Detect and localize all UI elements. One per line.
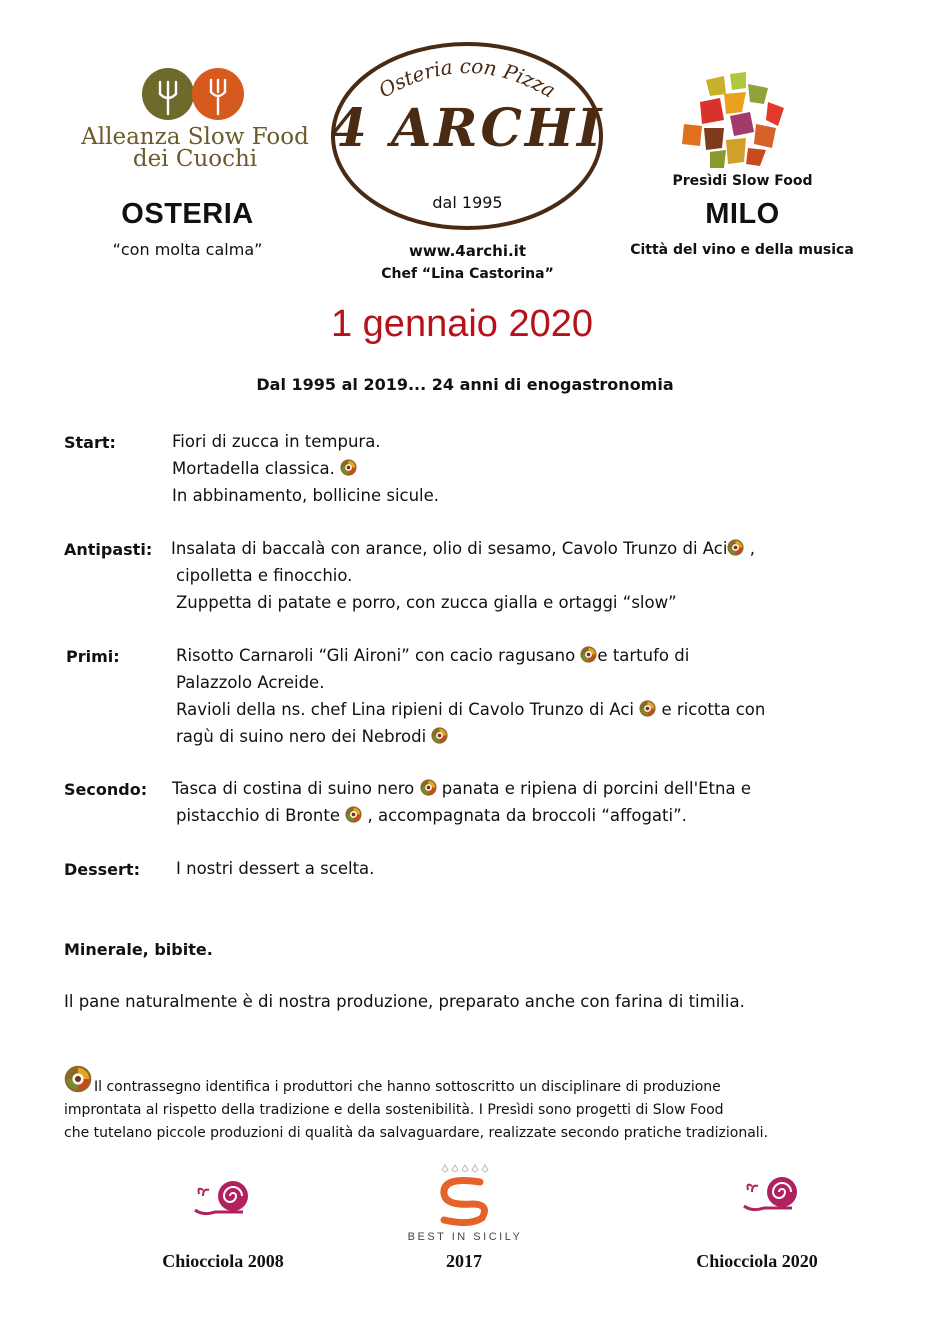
menu-line — [171, 539, 755, 558]
presidio-icon — [727, 539, 744, 556]
chef-name: Chef “Lina Castorina” — [381, 266, 554, 282]
menu-line-text: Risotto Carnaroli “Gli Aironi” con cacio ragusano — [176, 646, 576, 665]
menu-line — [176, 646, 689, 665]
presidio-icon — [420, 779, 437, 796]
osteria-subtitle: “con molta calma” — [112, 240, 263, 259]
award-chiocciola-2020: Chiocciola 2020 — [696, 1251, 818, 1271]
presidi-caption: Presìdi Slow Food — [672, 173, 813, 189]
presidio-icon — [580, 646, 597, 663]
menu-line-text: Tasca di costina di suino nero — [172, 779, 415, 798]
menu-line: Zuppetta di patate e porro, con zucca gialla e ortaggi “slow” — [176, 593, 677, 612]
snail-icon — [742, 1172, 800, 1212]
presidio-icon — [345, 806, 362, 823]
section-label-antipasti: Antipasti: — [64, 540, 153, 559]
menu-line — [176, 700, 765, 719]
footnote-line: Il contrassegno identifica i produttori che hanno sottoscritto un disciplinare di produzione — [94, 1079, 721, 1095]
menu-line: Fiori di zucca in tempura. — [172, 432, 381, 451]
svg-text:Osteria con Pizza — [374, 54, 559, 103]
osteria-title: OSTERIA — [121, 198, 254, 230]
menu-line: I nostri dessert a scelta. — [176, 859, 375, 878]
award-2017: 2017 — [446, 1251, 482, 1271]
presidi-mosaic-icon — [680, 72, 788, 170]
footnote-line: improntata al rispetto della tradizione e della sostenibilità. I Presìdi sono progetti di Slow Food — [64, 1102, 724, 1118]
menu-line-text: e tartufo di — [597, 646, 690, 665]
arc-title: Osteria con Pizza — [374, 53, 560, 103]
website-link[interactable]: www.4archi.it — [409, 242, 526, 260]
best-in-sicily-label: BEST IN SICILY — [407, 1231, 523, 1243]
section-label-dessert: Dessert: — [64, 860, 140, 879]
section-label-primi: Primi: — [66, 647, 120, 666]
drinks-note: Minerale, bibite. — [64, 940, 213, 959]
bread-note: Il pane naturalmente è di nostra produzione, preparato anche con farina di timilia. — [64, 992, 745, 1011]
menu-date: 1 gennaio 2020 — [330, 303, 594, 345]
alleanza-logo-line1: Alleanza Slow Food — [81, 124, 309, 150]
alleanza-logo-line2: dei Cuochi — [132, 146, 258, 172]
menu-line-text: panata e ripiena di porcini dell'Etna e — [441, 779, 751, 798]
menu-line — [172, 779, 751, 798]
menu-line-text: Ravioli della ns. chef Lina ripieni di Cavolo Trunzo di Aci — [176, 700, 634, 719]
menu-line-text: e ricotta con — [661, 700, 766, 719]
snail-icon — [193, 1176, 251, 1216]
menu-line-text: ragù di suino nero dei Nebrodi — [176, 727, 427, 746]
award-chiocciola-2008: Chiocciola 2008 — [162, 1251, 284, 1271]
tagline: Dal 1995 al 2019... 24 anni di enogastronomia — [256, 375, 674, 394]
presidio-icon — [340, 459, 357, 476]
menu-line: Palazzolo Acreide. — [176, 673, 325, 692]
4archi-name: 4 ARCHI — [330, 98, 605, 159]
menu-line — [172, 459, 357, 478]
alleanza-logo-icon — [140, 68, 246, 120]
section-label-secondo: Secondo: — [64, 780, 148, 799]
presidio-icon — [64, 1065, 92, 1093]
menu-line-text: Insalata di baccalà con arance, olio di sesamo, Cavolo Trunzo di Aci — [171, 539, 728, 558]
menu-line-text: pistacchio di Bronte — [176, 806, 340, 825]
menu-line: In abbinamento, bollicine sicule. — [172, 486, 440, 505]
section-label-start: Start: — [64, 433, 116, 452]
presidio-icon — [431, 727, 448, 744]
menu-line — [176, 727, 448, 746]
footnote-line: che tutelano piccole produzioni di qualità da salvaguardare, realizzate secondo pratiche tradizionali. — [64, 1125, 769, 1141]
menu-line — [176, 806, 687, 825]
menu-line-text: , accompagnata da broccoli “affogati”. — [367, 806, 687, 825]
milo-subtitle: Città del vino e della musica — [630, 242, 854, 258]
menu-line: cipolletta e finocchio. — [176, 566, 353, 585]
best-in-sicily-logo — [430, 1162, 500, 1226]
milo-title: MILO — [705, 198, 780, 230]
menu-line-text: , — [749, 539, 755, 558]
presidio-icon — [639, 700, 656, 717]
since-text: dal 1995 — [432, 193, 503, 212]
menu-line-text: Mortadella classica. — [172, 459, 335, 478]
